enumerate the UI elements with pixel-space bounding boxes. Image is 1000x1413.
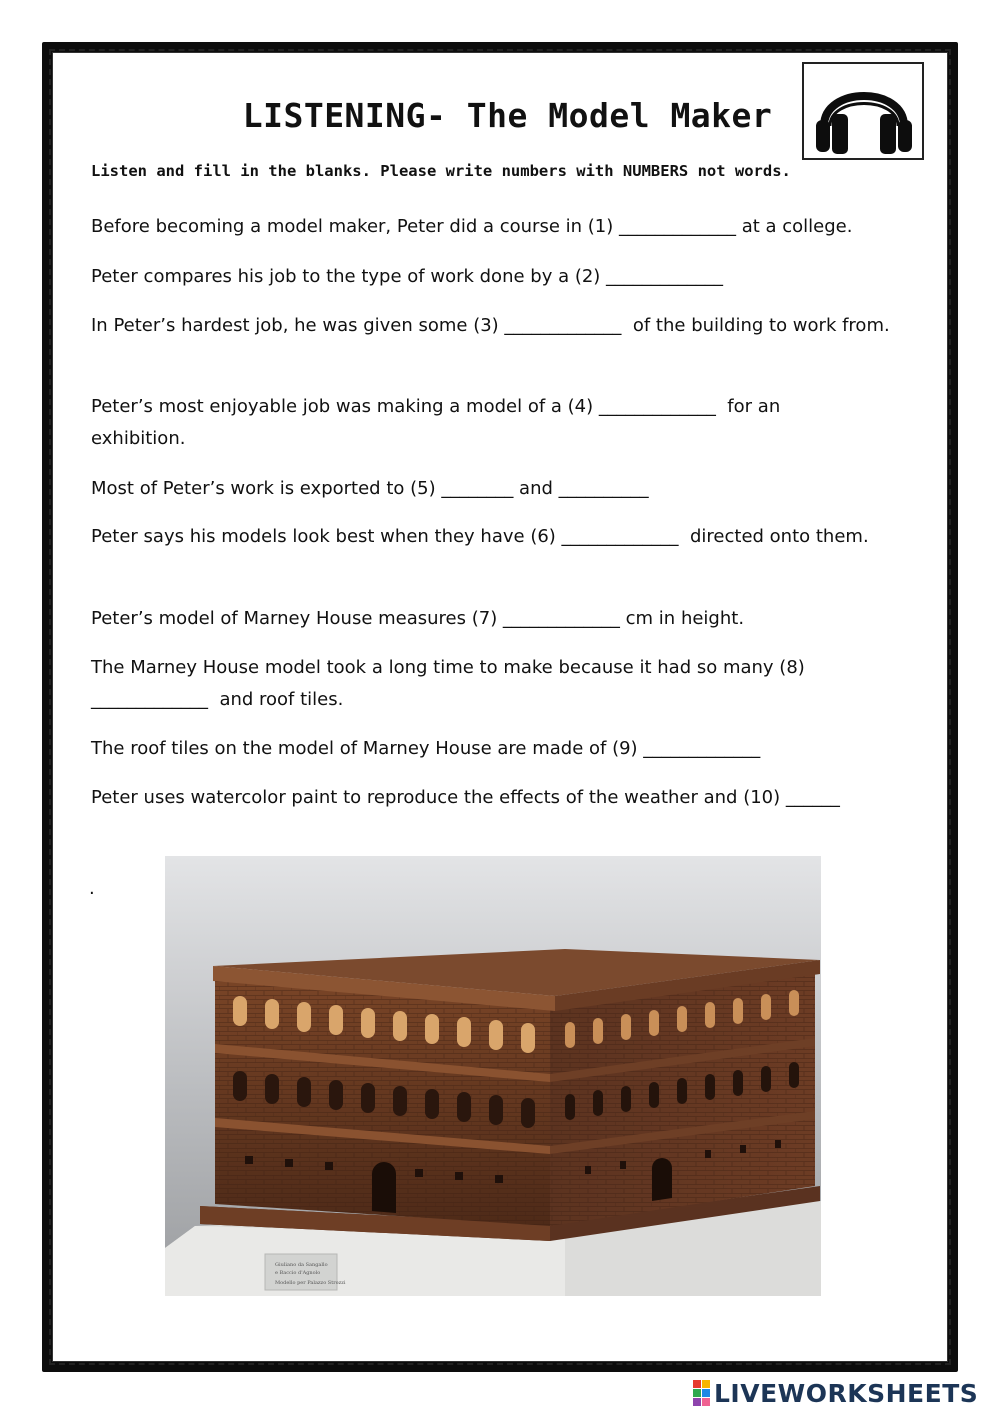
question-1[interactable]: Before becoming a model maker, Peter did a course in (1) _____________ at a college. bbox=[91, 216, 853, 237]
model-building-photo bbox=[165, 856, 821, 1296]
question-8[interactable]: The Marney House model took a long time to make because it had so many (8) _____________ and roof tiles. bbox=[91, 657, 811, 710]
liveworksheets-logo[interactable] bbox=[693, 1378, 978, 1408]
question-9[interactable]: The roof tiles on the model of Marney House are made of (9) _____________ bbox=[91, 738, 761, 759]
question-3[interactable]: In Peter’s hardest job, he was given some (3) _____________ of the building to work from. bbox=[91, 315, 890, 336]
headphones-icon-box bbox=[802, 62, 924, 160]
question-6[interactable]: Peter says his models look best when they have (6) _____________ directed onto them. bbox=[91, 526, 869, 547]
worksheet-title: LISTENING- The Model Maker bbox=[242, 96, 773, 135]
logo-mark-icon bbox=[693, 1380, 710, 1406]
plaque-line-3: Modello per Palazzo Strozzi bbox=[275, 1280, 346, 1286]
question-10[interactable]: Peter uses watercolor paint to reproduce the effects of the weather and (10) ______ bbox=[91, 787, 840, 808]
stray-mark: . bbox=[89, 878, 95, 899]
question-7[interactable]: Peter’s model of Marney House measures (7) _____________ cm in height. bbox=[91, 608, 745, 629]
plaque-line-1: Giuliano da Sangallo bbox=[275, 1262, 328, 1268]
plaque-line-2: e Baccio d'Agnolo bbox=[275, 1270, 321, 1276]
logo-text: LIVEWORKSHEETS bbox=[714, 1378, 979, 1408]
question-4[interactable]: Peter’s most enjoyable job was making a model of a (4) _____________ for an exhibition. bbox=[91, 396, 786, 449]
instructions: Listen and fill in the blanks. Please write numbers with NUMBERS not words. bbox=[91, 162, 791, 180]
question-2[interactable]: Peter compares his job to the type of work done by a (2) _____________ bbox=[91, 266, 724, 287]
headphones-icon bbox=[812, 70, 916, 156]
question-5[interactable]: Most of Peter’s work is exported to (5) ________ and __________ bbox=[91, 478, 649, 499]
